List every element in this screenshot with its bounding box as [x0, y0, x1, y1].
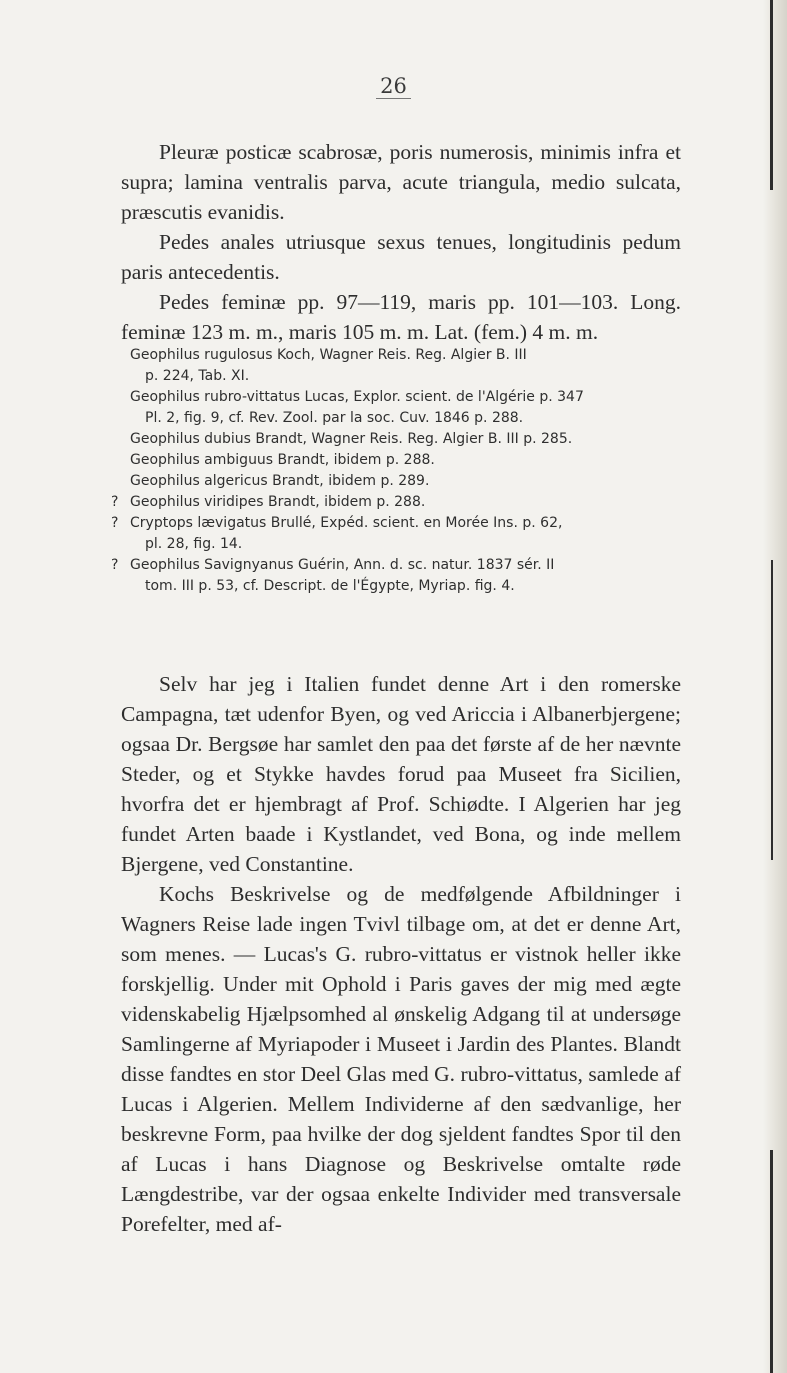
page-number-value: 26 — [376, 74, 411, 99]
commentary-paragraph-2: Kochs Beskrivelse og de medfølgende Afbildninger i Wagners Reise lade ingen Tvivl tilbage om, at det er denne Art, som menes. — Lucas's G. rubro-vittatus er vistnok heller ikke forskjellig. Under mit Ophold i Paris gaves der mig med ægte videnskabelig Hjælpsomhed al ønskelig Adgang til at undersøge Samlingerne af Myriapoder i Museet i Jardin des Plantes. Blandt disse fandtes en stor Deel Glas med G. rubro-vittatus, samlede af Lucas i Algerien. Mellem Individerne af den sædvanlige, her beskrevne Form, paa hvilke der dog sjeldent fandtes Spor til den af Lucas i hans Diagnose og Beskrivelse omtalte røde Længdestribe, var der ogsaa enkelte Individer med transversale Porefelter, med af- — [121, 882, 681, 1236]
binding-edge-line — [770, 1150, 773, 1373]
synonym-list — [111, 345, 690, 597]
synonym-entry — [130, 450, 690, 471]
synonym-entry — [130, 387, 690, 429]
synonym-entry — [130, 429, 690, 450]
commentary-block — [121, 669, 681, 1239]
synonym-continuation: tom. III p. 53, cf. Descript. de l'Égypte, Myriap. fig. 4. — [145, 578, 515, 594]
description-paragraph-1: Pleuræ posticæ scabrosæ, poris numerosis, minimis infra et supra; lamina ventralis parva, acute triangula, medio sulcata, præscutis evanidis. — [121, 140, 681, 224]
binding-edge-line — [770, 0, 773, 190]
synonym-entry — [111, 555, 690, 597]
synonym-entry — [130, 345, 690, 387]
description-block — [121, 137, 681, 347]
uncertain-mark: ? — [111, 494, 119, 510]
description-paragraph-2: Pedes anales utriusque sexus tenues, longitudinis pedum paris antecedentis. — [121, 230, 681, 284]
synonym-line: Geophilus viridipes Brandt, ibidem p. 288. — [130, 494, 426, 510]
synonym-entry — [111, 513, 690, 555]
page-edge-shadow — [763, 0, 787, 1373]
synonym-continuation: pl. 28, fig. 14. — [145, 536, 243, 552]
synonym-continuation: p. 224, Tab. XI. — [145, 368, 250, 384]
uncertain-mark: ? — [111, 515, 119, 531]
synonym-line: Geophilus ambiguus Brandt, ibidem p. 288. — [130, 452, 435, 468]
synonym-line: Geophilus dubius Brandt, Wagner Reis. Reg. Algier B. III p. 285. — [130, 431, 573, 447]
commentary-paragraph-1: Selv har jeg i Italien fundet denne Art i den romerske Campagna, tæt udenfor Byen, og ved Ariccia i Albanerbjergene; ogsaa Dr. Bergsøe har samlet den paa det første af de her nævnte Steder, og et Stykke havdes forud paa Museet fra Sicilien, hvorfra det er hjembragt af Prof. Schiødte. I Algerien har jeg fundet Arten baade i Kystlandet, ved Bona, og inde mellem Bjergene, ved Constantine. — [121, 672, 681, 876]
synonym-entry — [111, 492, 690, 513]
uncertain-mark: ? — [111, 557, 119, 573]
description-paragraph-3: Pedes feminæ pp. 97—119, maris pp. 101—103. Long. feminæ 123 m. m., maris 105 m. m. Lat. (fem.) 4 m. m. — [121, 290, 681, 344]
synonym-line: Geophilus rugulosus Koch, Wagner Reis. Reg. Algier B. III — [130, 347, 527, 363]
synonym-line: Geophilus Savignyanus Guérin, Ann. d. sc. natur. 1837 sér. II — [130, 557, 555, 573]
synonym-line: Geophilus rubro-vittatus Lucas, Explor. scient. de l'Algérie p. 347 — [130, 389, 584, 405]
binding-edge-line — [771, 560, 773, 860]
synonym-line: Geophilus algericus Brandt, ibidem p. 289. — [130, 473, 430, 489]
synonym-entry — [130, 471, 690, 492]
page-number — [0, 74, 787, 98]
synonym-continuation: Pl. 2, fig. 9, cf. Rev. Zool. par la soc. Cuv. 1846 p. 288. — [145, 410, 524, 426]
synonym-line: Cryptops lævigatus Brullé, Expéd. scient. en Morée Ins. p. 62, — [130, 515, 563, 531]
